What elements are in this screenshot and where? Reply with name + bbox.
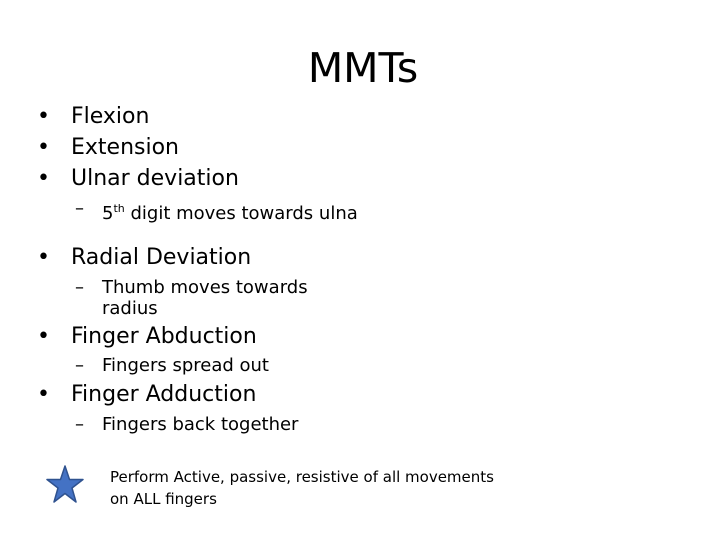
bullet-text: Ulnar deviation <box>71 166 239 191</box>
bullet-text: Extension <box>71 135 180 160</box>
sub-bullet-text: Fingers spread out <box>102 355 269 376</box>
bullet-marker: • <box>37 324 50 349</box>
bullet-marker: • <box>37 104 50 129</box>
dash-marker: – <box>75 414 84 435</box>
star-icon <box>46 464 84 506</box>
sub-bullet-text <box>102 198 362 224</box>
bullet-marker: • <box>37 166 50 191</box>
sub-bullet-text: Fingers back together <box>102 414 299 435</box>
bullet-marker: • <box>37 245 50 270</box>
bullet-marker: • <box>37 135 50 160</box>
bullet-text: Flexion <box>71 104 150 129</box>
dash-marker: – <box>75 277 84 298</box>
slide-title: MMTs <box>307 44 419 92</box>
star-shape <box>47 466 83 502</box>
dash-marker: – <box>75 355 84 376</box>
ordinal-suffix: th <box>113 202 125 215</box>
digit-number: 5 <box>102 203 114 224</box>
bullet-text: Radial Deviation <box>71 245 252 270</box>
bullet-text: Finger Abduction <box>71 324 257 349</box>
note-text: Perform Active, passive, resistive of all movements on ALL fingers <box>110 468 494 508</box>
sub-bullet-rest: digit moves towards ulna <box>124 203 358 224</box>
bullet-marker: • <box>37 382 50 407</box>
dash-marker: – <box>75 198 84 219</box>
sub-bullet-text: Thumb moves towards radius <box>102 277 308 319</box>
bullet-text: Finger Adduction <box>71 382 257 407</box>
